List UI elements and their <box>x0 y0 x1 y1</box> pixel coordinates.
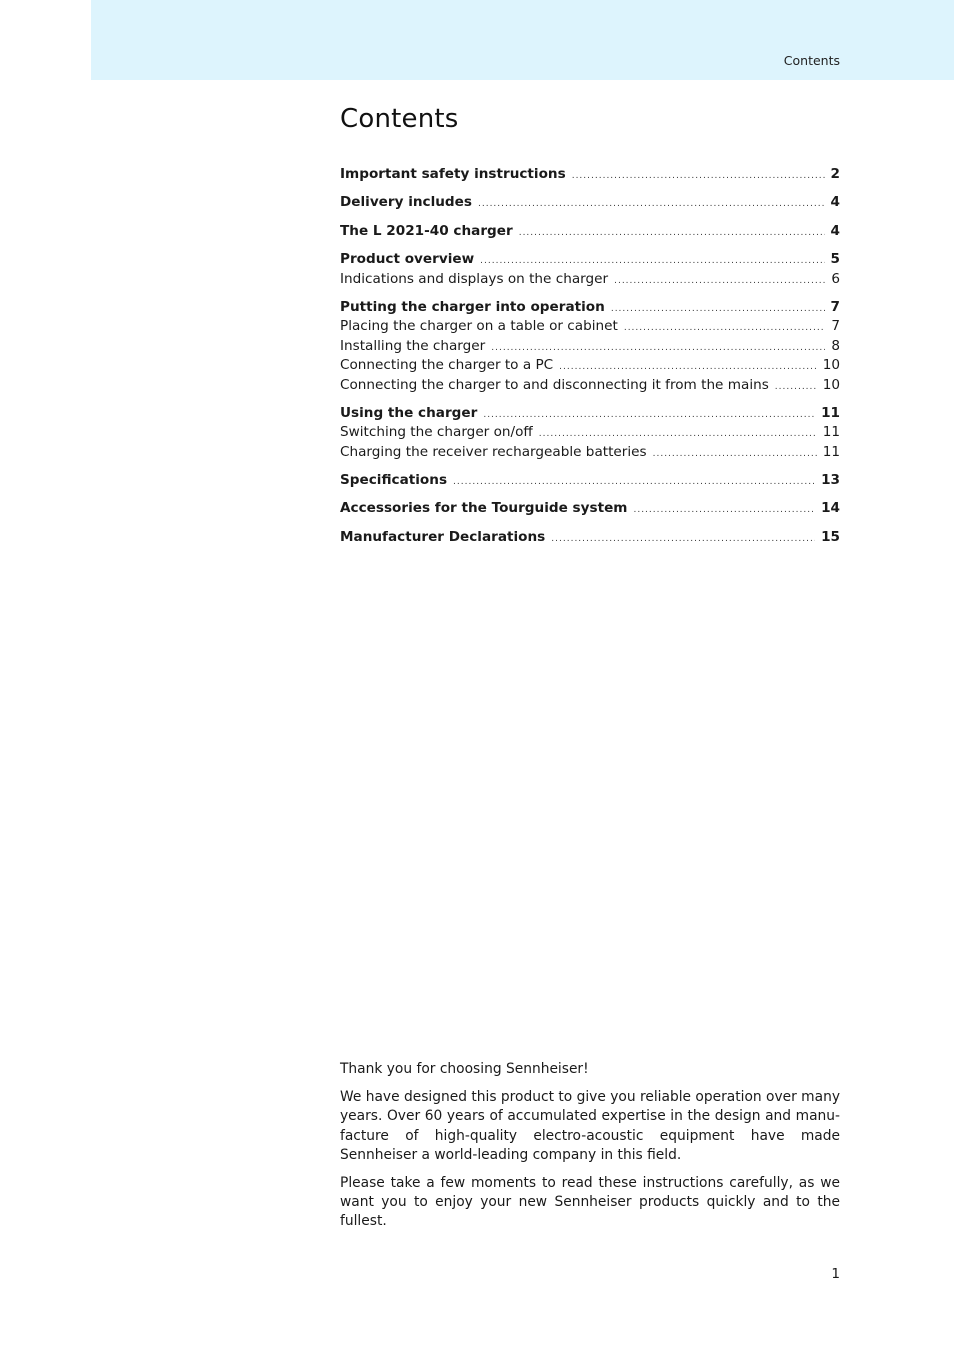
toc-leader-dots <box>653 449 817 459</box>
toc-section <box>340 194 840 213</box>
toc-section <box>340 166 840 185</box>
toc-leader-dots <box>519 228 825 238</box>
toc-leader-dots <box>572 171 825 181</box>
toc-subentry[interactable] <box>340 377 840 396</box>
toc-subentry[interactable] <box>340 318 840 337</box>
toc-entry[interactable] <box>340 529 840 548</box>
toc-page-number: 4 <box>830 194 840 211</box>
toc-subentry[interactable] <box>340 338 840 357</box>
toc-entry[interactable] <box>340 472 840 491</box>
toc-leader-dots <box>559 362 817 372</box>
intro-paragraph-1: We have designed this product to give you reliable operation over many years. Over 60 years of accumulated expertise in the design and manu-facture of high-quality electro-acoustic equipment have made Sennheiser a world-leading company in this field. <box>340 1089 840 1163</box>
toc-leader-dots <box>614 276 825 286</box>
toc-subentry[interactable] <box>340 444 840 463</box>
toc-leader-dots <box>478 199 825 209</box>
header-band <box>91 0 954 80</box>
page-title: Contents <box>340 104 459 134</box>
intro-paragraph-2: Please take a few moments to read these instructions carefully, as we want you to enjoy your new Sennheiser products quickly and to the fullest. <box>340 1175 840 1230</box>
toc-leader-dots <box>453 477 815 487</box>
toc-subentry[interactable] <box>340 357 840 376</box>
toc-page-number: 14 <box>821 500 840 517</box>
toc-entry[interactable] <box>340 194 840 213</box>
toc-entry-label: Connecting the charger to and disconnecting it from the mains <box>340 376 769 393</box>
toc-entry[interactable] <box>340 166 840 185</box>
toc-page-number: 11 <box>822 443 840 460</box>
toc-page-number: 6 <box>831 270 840 287</box>
toc-page-number: 10 <box>822 357 840 374</box>
toc-page-number: 15 <box>821 528 840 545</box>
toc-entry-label: Indications and displays on the charger <box>340 270 609 287</box>
toc-section <box>340 472 840 491</box>
toc-entry-label: Manufacturer Declarations <box>340 528 546 545</box>
toc-page-number: 11 <box>821 404 840 421</box>
toc-page-number: 11 <box>822 424 840 441</box>
toc-leader-dots <box>624 323 826 333</box>
toc-subentry[interactable] <box>340 271 840 290</box>
toc-entry[interactable] <box>340 500 840 519</box>
toc-leader-dots <box>611 304 825 314</box>
toc-entry-label: Placing the charger on a table or cabinet <box>340 318 618 335</box>
toc-subentry[interactable] <box>340 424 840 443</box>
toc-entry-label: Charging the receiver rechargeable batteries <box>340 443 647 460</box>
toc-page-number: 10 <box>822 376 840 393</box>
toc-entry-label: Accessories for the Tourguide system <box>340 500 628 517</box>
toc-section <box>340 405 840 463</box>
toc-page-number: 8 <box>831 337 840 354</box>
toc-entry-label: Putting the charger into operation <box>340 298 605 315</box>
toc-entry[interactable] <box>340 223 840 242</box>
toc-entry-label: Product overview <box>340 251 475 268</box>
toc-entry-label: Installing the charger <box>340 337 486 354</box>
toc-page-number: 5 <box>830 251 840 268</box>
toc-leader-dots <box>480 256 824 266</box>
toc-entry-label: Using the charger <box>340 404 478 421</box>
toc-entry-label: Delivery includes <box>340 194 472 211</box>
toc-entry[interactable] <box>340 299 840 318</box>
toc-leader-dots <box>633 505 815 515</box>
toc-entry-label: Connecting the charger to a PC <box>340 357 554 374</box>
toc-leader-dots <box>491 343 825 353</box>
toc-entry-label: Important safety instructions <box>340 166 566 182</box>
running-head: Contents <box>783 53 840 68</box>
intro-text <box>340 1060 840 1241</box>
toc-page-number: 7 <box>830 298 840 315</box>
page-number: 1 <box>831 1266 840 1282</box>
toc-leader-dots <box>775 382 817 392</box>
toc-section <box>340 299 840 396</box>
toc-section <box>340 251 840 290</box>
toc-page-number: 13 <box>821 472 840 489</box>
toc-page-number: 2 <box>830 166 840 182</box>
toc-entry-label: Switching the charger on/off <box>340 424 533 441</box>
toc-leader-dots <box>551 534 815 544</box>
toc-entry-label: The L 2021-40 charger <box>340 222 513 239</box>
toc-leader-dots <box>483 410 815 420</box>
toc-leader-dots <box>539 429 817 439</box>
toc-entry[interactable] <box>340 251 840 270</box>
toc-entry-label: Specifications <box>340 472 448 489</box>
toc-page-number: 7 <box>831 318 840 335</box>
toc-page-number: 4 <box>830 222 840 239</box>
toc-section <box>340 223 840 242</box>
intro-greeting: Thank you for choosing Sennheiser! <box>340 1061 589 1077</box>
toc-entry[interactable] <box>340 405 840 424</box>
toc-section <box>340 529 840 548</box>
toc-section <box>340 500 840 519</box>
table-of-contents <box>340 166 840 557</box>
